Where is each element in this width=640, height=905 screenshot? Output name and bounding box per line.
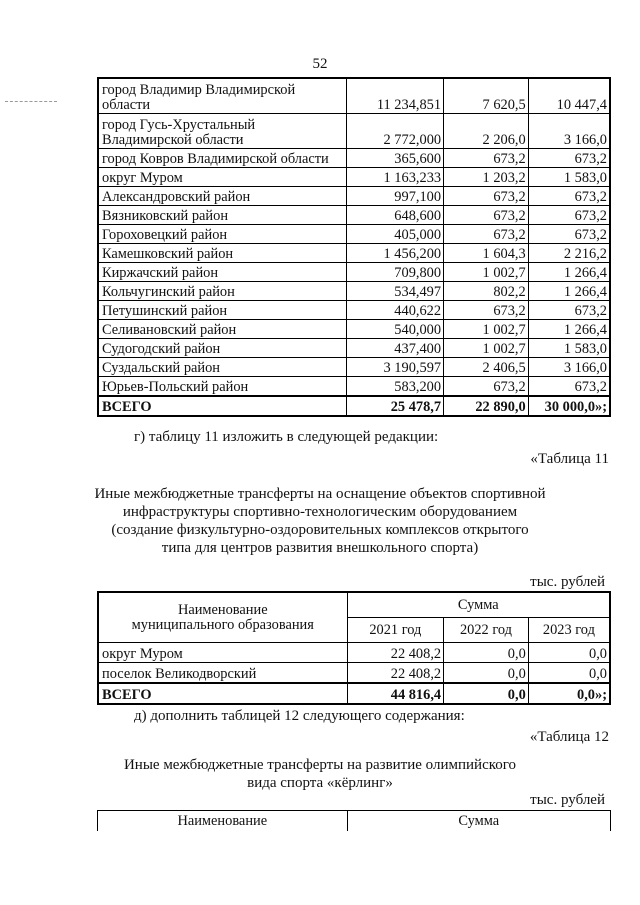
total-value-cell: 25 478,7	[347, 396, 444, 416]
municipality-cell: Гороховецкий район	[98, 225, 347, 244]
value-cell: 405,000	[347, 225, 444, 244]
value-cell: 1 203,2	[444, 168, 529, 187]
header-year-cell: 2022 год	[444, 618, 529, 643]
value-cell: 22 408,2	[347, 643, 444, 663]
value-cell: 10 447,4	[528, 78, 610, 114]
value-cell: 673,2	[528, 206, 610, 225]
title-line: Иные межбюджетные трансферты на развитие олимпийского	[123, 757, 517, 773]
value-cell: 673,2	[528, 377, 610, 397]
table-12-label: «Таблица 12	[529, 729, 609, 745]
table-11-title	[0, 485, 640, 557]
value-cell: 1 604,3	[444, 244, 529, 263]
table-row	[98, 187, 610, 206]
table-row	[98, 244, 610, 263]
units-label-2: тыс. рублей	[530, 792, 605, 808]
municipality-cell: Юрьев-Польский район	[98, 377, 347, 397]
table-row	[98, 301, 610, 320]
value-cell: 3 190,597	[347, 358, 444, 377]
municipality-cell: город Владимир Владимирской области	[98, 78, 347, 114]
header-year-cell: 2021 год	[347, 618, 444, 643]
table-row	[98, 78, 610, 114]
value-cell: 22 408,2	[347, 663, 444, 684]
value-cell: 2 206,0	[444, 114, 529, 149]
value-cell: 802,2	[444, 282, 529, 301]
value-cell: 0,0	[528, 663, 610, 684]
value-cell: 437,400	[347, 339, 444, 358]
value-cell: 1 266,4	[528, 320, 610, 339]
value-cell: 0,0	[444, 663, 529, 684]
municipality-cell: Суздальский район	[98, 358, 347, 377]
table-12-header	[97, 810, 611, 831]
title-line: инфраструктуры спортивно-технологическим оборудованием	[122, 504, 518, 520]
header-name-cell: Наименование	[98, 811, 348, 832]
municipality-cell: округ Муром	[98, 643, 347, 663]
value-cell: 0,0	[528, 643, 610, 663]
units-label: тыс. рублей	[530, 574, 605, 590]
value-cell: 365,600	[347, 149, 444, 168]
municipality-cell: поселок Великодворский	[98, 663, 347, 684]
page-number: 52	[312, 56, 328, 72]
title-line: вида спорта «кёрлинг»	[247, 775, 393, 791]
municipality-cell: Петушинский район	[98, 301, 347, 320]
value-cell: 1 266,4	[528, 282, 610, 301]
value-cell: 583,200	[347, 377, 444, 397]
table-row	[98, 206, 610, 225]
total-value-cell: 30 000,0»;	[528, 396, 610, 416]
table-12-title	[0, 756, 640, 792]
value-cell: 534,497	[347, 282, 444, 301]
table-row	[98, 225, 610, 244]
value-cell: 709,800	[347, 263, 444, 282]
value-cell: 3 166,0	[528, 114, 610, 149]
table-row	[98, 149, 610, 168]
table-row	[98, 114, 610, 149]
value-cell: 11 234,851	[347, 78, 444, 114]
paragraph-d: д) дополнить таблицей 12 следующего содержания:	[134, 708, 465, 724]
municipality-cell: город Ковров Владимирской области	[98, 149, 347, 168]
value-cell: 673,2	[444, 225, 529, 244]
header-sum-cell: Сумма	[347, 811, 610, 832]
table-previous-continuation	[97, 77, 611, 417]
municipality-cell: Кольчугинский район	[98, 282, 347, 301]
value-cell: 2 772,000	[347, 114, 444, 149]
table-row	[98, 358, 610, 377]
header-year-cell: 2023 год	[528, 618, 610, 643]
municipality-cell: Судогодский район	[98, 339, 347, 358]
margin-dash-line	[5, 101, 57, 102]
title-line: типа для центров развития внешкольного спорта)	[161, 540, 479, 556]
value-cell: 3 166,0	[528, 358, 610, 377]
table-11-label: «Таблица 11	[530, 451, 609, 467]
header-sum-cell: Сумма	[347, 592, 610, 618]
title-line: (создание физкультурно-оздоровительных комплексов открытого	[111, 522, 529, 538]
value-cell: 1 002,7	[444, 320, 529, 339]
value-cell: 1 163,233	[347, 168, 444, 187]
value-cell: 2 406,5	[444, 358, 529, 377]
value-cell: 1 456,200	[347, 244, 444, 263]
value-cell: 540,000	[347, 320, 444, 339]
value-cell: 997,100	[347, 187, 444, 206]
header-name-line: Наименование	[177, 601, 268, 618]
value-cell: 673,2	[528, 301, 610, 320]
value-cell: 673,2	[444, 301, 529, 320]
value-cell: 7 620,5	[444, 78, 529, 114]
municipality-cell: Селивановский район	[98, 320, 347, 339]
table-row	[98, 168, 610, 187]
value-cell: 1 583,0	[528, 168, 610, 187]
value-cell: 1 266,4	[528, 263, 610, 282]
paragraph-g: г) таблицу 11 изложить в следующей редакции:	[134, 429, 439, 445]
total-label-cell: ВСЕГО	[98, 396, 347, 416]
value-cell: 673,2	[528, 187, 610, 206]
total-row	[98, 683, 610, 704]
value-cell: 440,622	[347, 301, 444, 320]
municipality-cell: город Гусь-Хрустальный Владимирской области	[98, 114, 347, 149]
value-cell: 0,0	[444, 643, 529, 663]
table-row	[98, 339, 610, 358]
table-11	[97, 591, 611, 705]
value-cell: 648,600	[347, 206, 444, 225]
municipality-cell: округ Муром	[98, 168, 347, 187]
header-name-line: муниципального образования	[131, 616, 314, 633]
table-row	[98, 643, 610, 663]
table-row	[98, 663, 610, 684]
table-row	[98, 320, 610, 339]
municipality-cell: Вязниковский район	[98, 206, 347, 225]
total-value-cell: 44 816,4	[347, 683, 444, 704]
value-cell: 1 002,7	[444, 339, 529, 358]
value-cell: 1 002,7	[444, 263, 529, 282]
title-line: Иные межбюджетные трансферты на оснащение объектов спортивной	[94, 486, 546, 502]
table-row	[98, 377, 610, 397]
total-label-cell: ВСЕГО	[98, 683, 347, 704]
municipality-cell: Киржачский район	[98, 263, 347, 282]
value-cell: 673,2	[528, 149, 610, 168]
value-cell: 673,2	[444, 149, 529, 168]
value-cell: 673,2	[444, 206, 529, 225]
header-name-cell	[98, 592, 347, 643]
total-value-cell: 22 890,0	[444, 396, 529, 416]
table-row	[98, 263, 610, 282]
total-row	[98, 396, 610, 416]
municipality-cell: Александровский район	[98, 187, 347, 206]
total-value-cell: 0,0	[444, 683, 529, 704]
municipality-cell: Камешковский район	[98, 244, 347, 263]
table-row	[98, 282, 610, 301]
value-cell: 673,2	[444, 377, 529, 397]
total-value-cell: 0,0»;	[528, 683, 610, 704]
value-cell: 673,2	[528, 225, 610, 244]
value-cell: 2 216,2	[528, 244, 610, 263]
value-cell: 1 583,0	[528, 339, 610, 358]
value-cell: 673,2	[444, 187, 529, 206]
